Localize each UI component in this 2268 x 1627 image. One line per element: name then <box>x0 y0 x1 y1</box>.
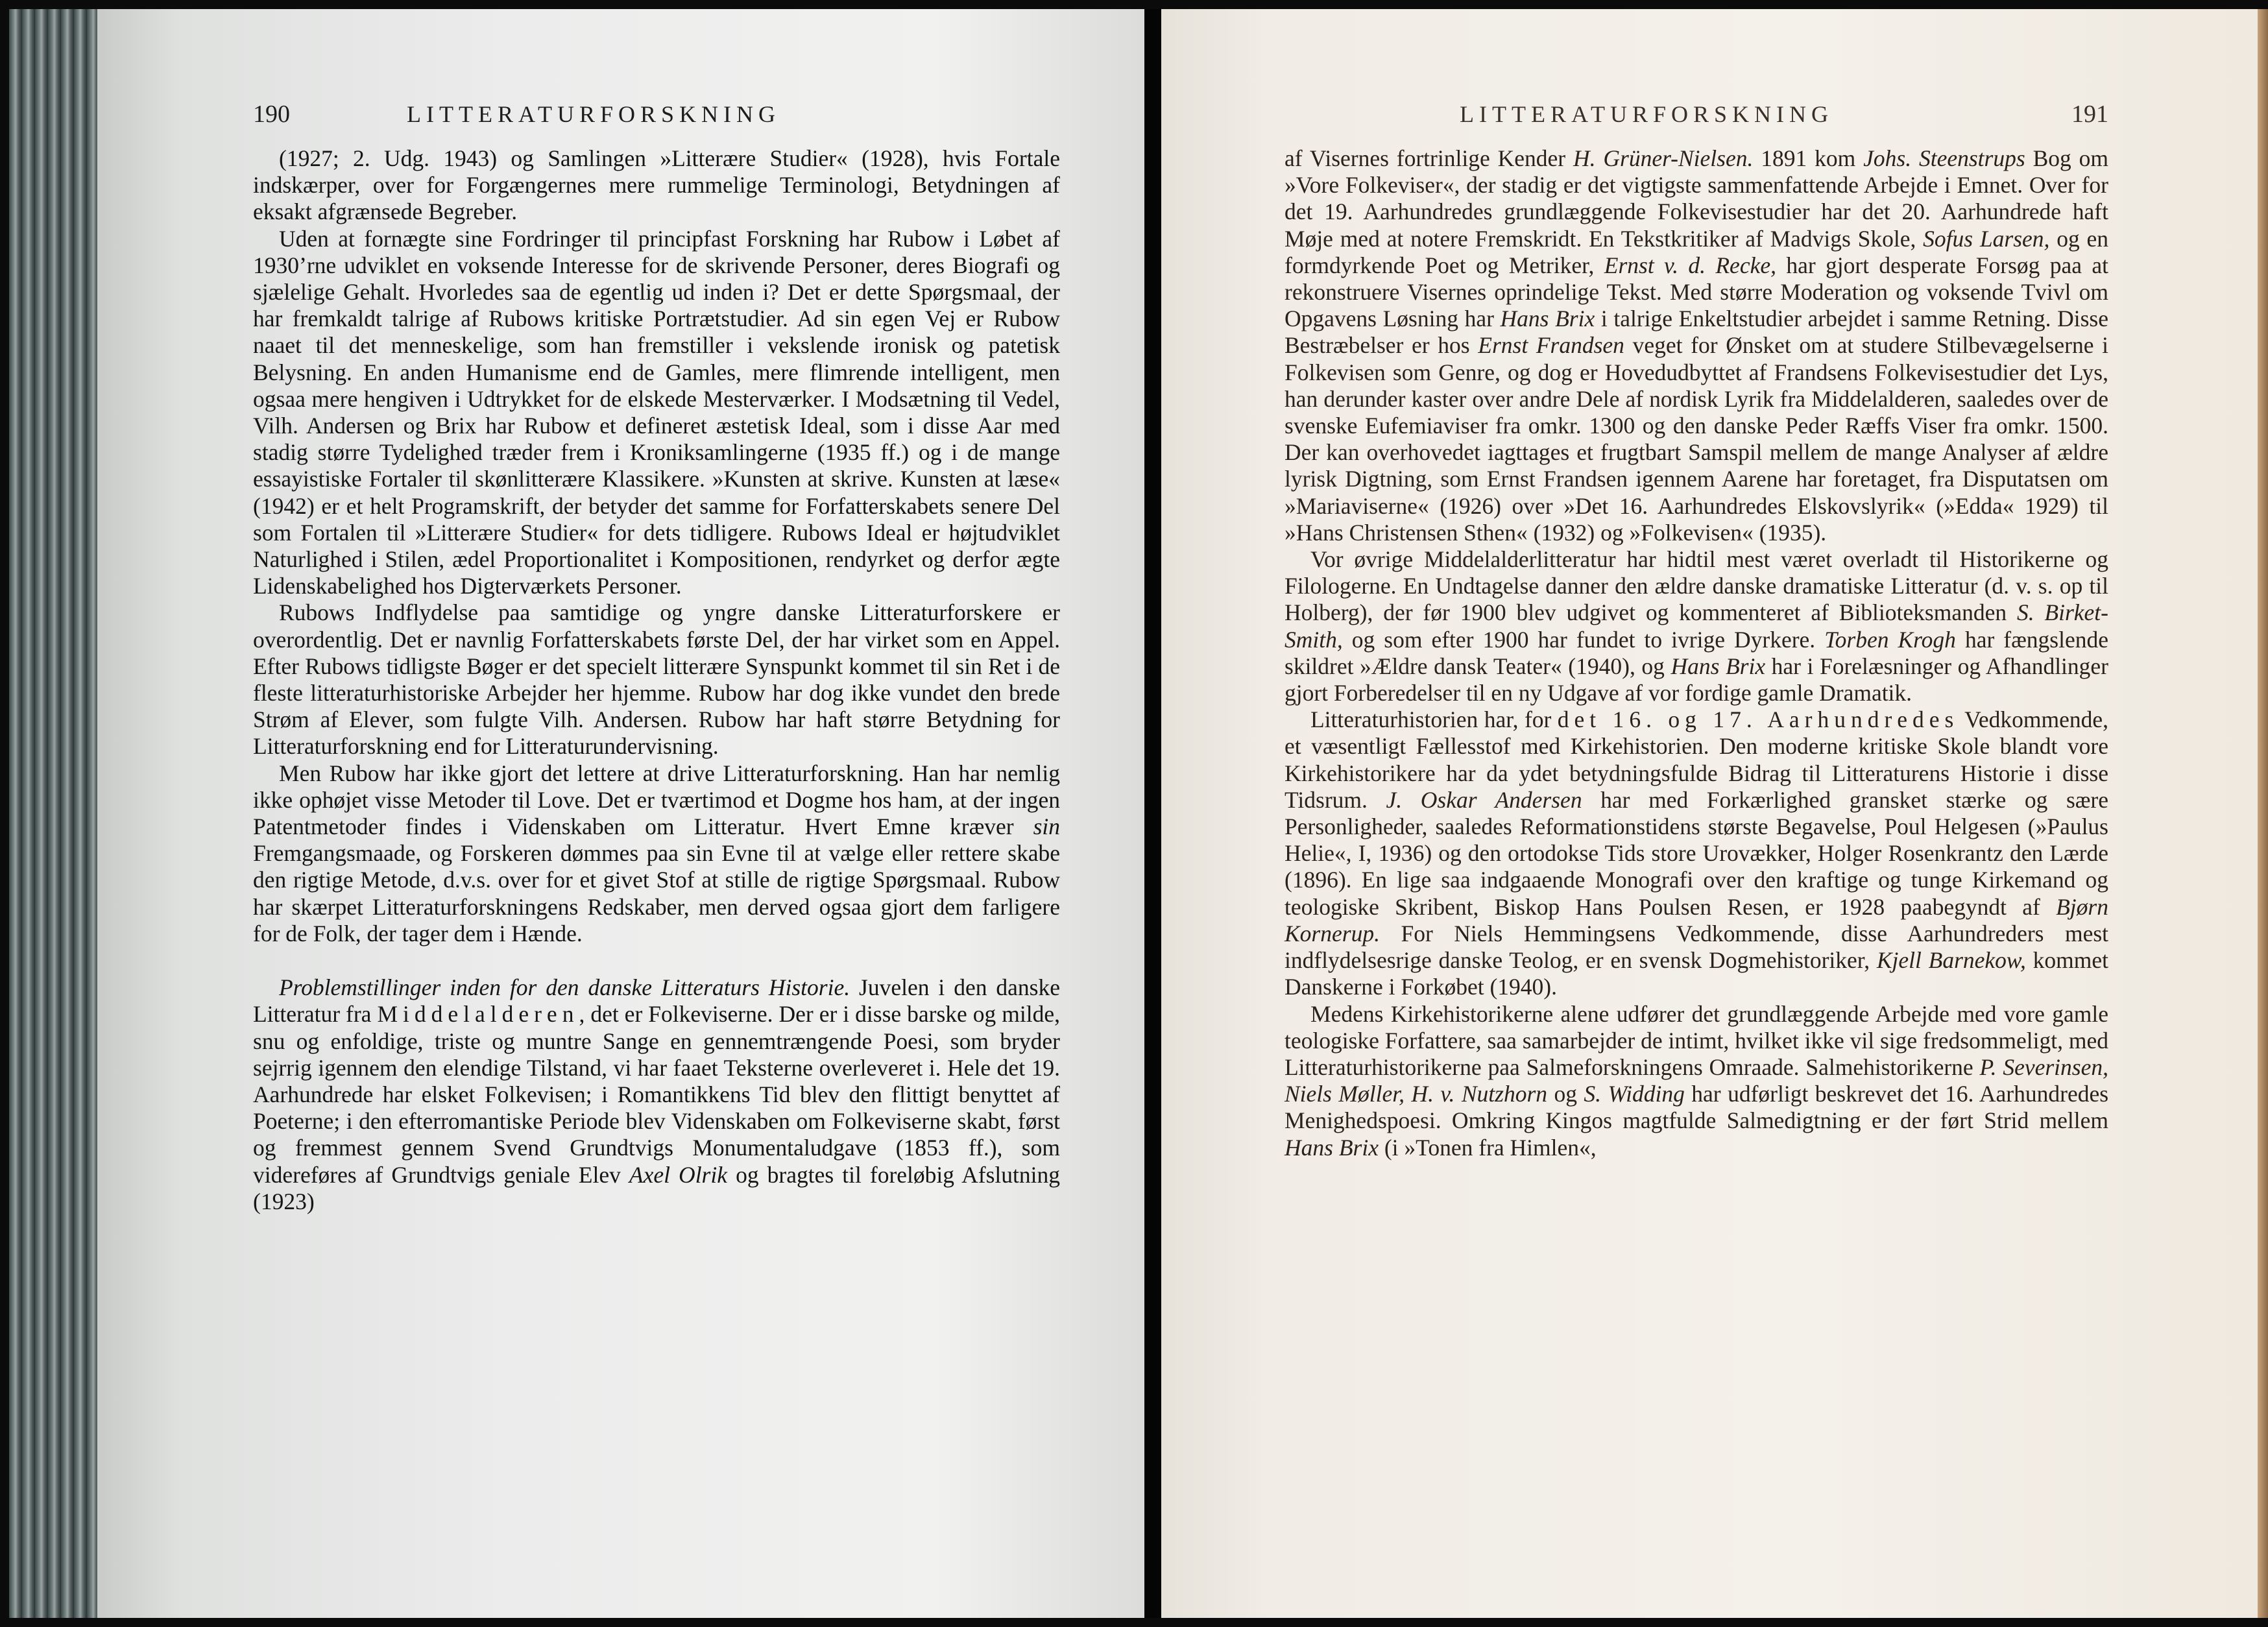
italic-text: Axel Olrik <box>629 1161 727 1188</box>
italic-text: S. Birket-Smith, <box>1285 599 2108 653</box>
text-run: For Niels Hemmingsens Vedkommende, disse Aarhundreders mest indflydelsesrige danske Teolog, er en svensk Dogmehistoriker, <box>1285 920 2108 974</box>
italic-text: Sofus Larsen, <box>1923 225 2050 252</box>
body-paragraph <box>1285 145 2108 546</box>
text-run: har udførligt beskrevet det 16. Aarhundredes Menighedspoesi. Omkring Kingos magtfulde Salmedigtning er der ført Strid mellem <box>1285 1081 2109 1134</box>
body-paragraph <box>253 226 1060 600</box>
left-page-header <box>253 100 1060 139</box>
italic-text: Problemstillinger inden for den danske Litteraturs Historie. <box>279 974 850 1001</box>
italic-text: J. Oskar Andersen <box>1386 786 1582 813</box>
page-number: 190 <box>253 101 290 128</box>
text-run: , det er Folkeviserne. Der er i disse barske og milde, snu og enfoldige, triste og muntre Sange en gennemtrængende Poesi, som bryder sejrrig igennem den elendige Tilstand, vi har faaet Teksterne overleveret i. Hele det 19. Aarhundrede har elsket Folkevisen; i Romantikkens Tid blev den flittigt benyttet af Poeterne; i den efterromantiske Periode blev Videnskaben om Folkeviserne skabt, først og fremmest gennem Svend Grundtvigs Monumentaludgave (1853 ff.), som videreføres af Grundtvigs geniale Elev <box>253 1001 1060 1188</box>
italic-text: Hans Brix <box>1671 653 1766 679</box>
text-run: Bog om »Vore Folkeviser«, der stadig er det vigtigste sammenfattende Arbejde i Emnet. Over for det 19. Aarhundredes grundlæggende Folkevisestudier har det 20. Aarhundrede haft Møje med at notere Fremskridt. En Tekstkritiker af Madvigs Skole, <box>1285 145 2109 252</box>
text-run: Juvelen i den danske Litteratur fra <box>253 974 1060 1028</box>
text-run: har i Forelæsninger og Afhandlinger gjort Forberedelser til en ny Udgave af vor fordige gamle Dramatik. <box>1285 653 2109 706</box>
text-run: Vor øvrige Middelalderlitteratur har hidtil mest været overladt til Historikerne og Filologerne. En Undtagelse danner den ældre danske dramatiske Litteratur (d. v. s. op til Holberg), der før 1900 blev udgivet og kommenteret af Biblioteksmanden <box>1285 546 2108 626</box>
text-run: og <box>1547 1081 1584 1107</box>
text-run: og bragtes til foreløbig Afslutning (1923) <box>253 1161 1061 1214</box>
italic-text: Ernst v. d. Recke, <box>1604 252 1776 278</box>
right-page <box>1161 9 2258 1618</box>
italic-text: Ernst Frandsen <box>1478 332 1624 359</box>
text-run: Litteraturhistorien har, for <box>1310 706 1558 733</box>
body-paragraph <box>253 974 1060 1215</box>
text-run: har gjort desperate Forsøg paa at rekonstruere Visernes oprindelige Tekst. Med større Moderation og voksende Tvivl om Opgavens Løsning har <box>1285 252 2108 332</box>
body-paragraph <box>253 145 1060 226</box>
text-run: Rubows Indflydelse paa samtidige og yngre danske Litteraturforskere er overordentlig. Det er navnlig Forfatterskabets første Del, der har virket som en Appel. Efter Rubows tidligste Bøger er det specielt litterære Synspunkt kommet til sin Ret i de fleste litteraturhistoriske Arbejder her hjemme. Rubow har dog ikke vundet den brede Strøm af Elever, som fulgte Vilh. Andersen. Rubow har haft større Betydning for Litteraturforskning end for Litteraturundervisning. <box>253 599 1060 760</box>
text-run: i talrige Enkeltstudier arbejdet i samme Retning. Disse Bestræbelser er hos <box>1285 306 2108 359</box>
text-run: Men Rubow har ikke gjort det lettere at drive Litteraturforskning. Han har nemlig ikke ophøjet visse Metoder til Love. Det er tværtimod et Dogme hos ham, at der ingen Patentmetoder findes i Videnskaben om Litteratur. Hvert Emne kræver <box>253 760 1060 840</box>
italic-text: H. Grüner-Nielsen. <box>1573 145 1754 171</box>
left-page-body <box>253 145 1060 1215</box>
italic-text: Bjørn Kornerup. <box>1285 893 2108 946</box>
text-run: Vedkommende, et væsentligt Fællesstof med Kirkehistorien. Den moderne kritiske Skole blandt vore Kirkehistorikere har da ydet betydningsfulde Bidrag til Litteraturens Historie i disse Tidsrum. <box>1285 706 2109 813</box>
italic-text: Torben Krogh <box>1824 626 1956 653</box>
book-right-edge <box>2258 9 2268 1618</box>
body-paragraph <box>253 599 1060 760</box>
italic-text: sin <box>1033 814 1060 840</box>
right-page-header <box>1285 100 2108 139</box>
body-paragraph <box>1285 546 2108 706</box>
text-run: har fængslende skildret »Ældre dansk Teater« (1940), og <box>1285 626 2108 679</box>
text-run: Uden at fornægte sine Fordringer til principfast Forskning har Rubow i Løbet af 1930’rne udviklet en voksende Interesse for de skrivende Personer, deres Biografi og sjælelige Gehalt. Hvorledes saa de egentlig ud inden i? Det er dette Spørgsmaal, der har fremkaldt talrige af Rubows kritiske Portrætstudier. Ad sin egen Vej er Rubow naaet til det menneskelige, som han fremstiller i vekslende ironisk og patetisk Belysning. En anden Humanisme end de Gamles, mere flimrende intelligent, men ogsaa mere hengiven i Udtrykket for de elskede Mesterværker. I Modsætning til Vedel, Vilh. Andersen og Brix har Rubow et defineret æstetisk Ideal, som i disse Aar med stadig større Tydelighed træder frem i Kroniksamlingerne (1935 ff.) og i de mange essayistiske Fortaler til skønlitterære Klassikere. »Kunsten at skrive. Kunsten at læse« (1942) er et helt Programskrift, der betyder det samme for Forfatterskabets senere Del som Fortalen til »Litterære Studier« for dets tidligere. Rubows Ideal er højtudviklet Naturlighed i Stilen, ædel Proportionalitet i Kompositionen, rendyrket og derfor ægte Lidenskabelighed hos Digterværkets Personer. <box>253 225 1060 599</box>
text-run: 1891 kom <box>1753 145 1864 171</box>
left-page <box>97 9 1144 1618</box>
italic-text: Hans Brix <box>1500 306 1595 332</box>
text-run: Medens Kirkehistorikerne alene udfører det grundlæggende Arbejde med vore gamle teologiske Forfattere, saa samarbejder de intimt, hvilket ikke vil sige fredsommeligt, med Litteraturhistorikerne paa Salmeforskningens Omraade. Salmehistorikerne <box>1285 1000 2108 1080</box>
running-title: LITTERATURFORSKNING <box>1460 101 1834 127</box>
body-paragraph <box>1285 706 2108 1000</box>
italic-text: Kjell Barnekow, <box>1876 947 2026 974</box>
page-number: 191 <box>2071 101 2108 128</box>
text-run: har med Forkærlighed gransket stærke og sære Personligheder, saaledes Reformationstidens største Begavelse, Poul Helgesen (»Paulus Helie«, I, 1936) og den ortodokse Tids store Urovækker, Holger Rosenkrantz den Lærde (1896). En lige saa indgaaende Monografi over den kraftige og tunge Kirkemand og teologiske Skribent, Biskop Hans Poulsen Resen, er 1928 paabegyndt af <box>1285 786 2109 920</box>
text-run: (1927; 2. Udg. 1943) og Samlingen »Litterære Studier« (1928), hvis Fortale indskærper, over for Forgængernes mere rummelige Terminologi, Betydningen af eksakt afgrænsede Begreber. <box>253 145 1060 225</box>
spaced-text: Middelalderen <box>377 1001 579 1028</box>
italic-text: Johs. Steenstrups <box>1863 145 2025 171</box>
book-page-edges <box>9 9 97 1618</box>
text-run: (i »Tonen fra Himlen«, <box>1378 1134 1597 1161</box>
running-title: LITTERATURFORSKNING <box>407 101 781 127</box>
spaced-text: det 16. og 17. Aarhundredes <box>1557 706 1959 733</box>
body-paragraph <box>253 760 1060 947</box>
text-run: kommet Danskerne i Forkøbet (1940). <box>1285 947 2108 1000</box>
text-run: og en formdyrkende Poet og Metriker, <box>1285 225 2108 278</box>
text-run: veget for Ønsket om at studere Stilbevægelserne i Folkevisen som Genre, og dog er Hovedudbyttet af Frandsens Folkevisestudier det Lys, han derunder kaster over andre Dele af nordisk Lyrik fra Middelalderen, saaledes over de svenske Eufemiaviser fra omkr. 1300 og den danske Peder Ræffs Viser fra omkr. 1500. Der kan overhovedet iagttages et frugtbart Samspil mellem de mange Analyser af ældre lyrisk Digtning, som Ernst Frandsen igennem Aarene har foretaget, fra Disputatsen om »Mariaviserne« (1926) over »Det 16. Aarhundredes Elskovslyrik« (»Edda« 1929) til »Hans Christensen Sthen« (1932) og »Folkevisen« (1935). <box>1285 332 2108 546</box>
italic-text: S. Widding <box>1584 1081 1685 1107</box>
body-paragraph <box>1285 1001 2108 1161</box>
italic-text: Hans Brix <box>1285 1134 1379 1161</box>
text-run: Fremgangsmaade, og Forskeren dømmes paa sin Evne til at vælge eller rettere skabe den rigtige Metode, d.v.s. over for et givet Stof at stille de rigtige Spørgsmaal. Rubow har skærpet Litteraturforskningens Redskaber, men derved ogsaa gjort dem farligere for de Folk, der tager dem i Hænde. <box>253 840 1060 946</box>
text-run: og som efter 1900 har fundet to ivrige Dyrkere. <box>1342 626 1825 653</box>
book-gutter <box>1144 9 1161 1618</box>
italic-text: P. Severinsen, Niels Møller, H. v. Nutzhorn <box>1285 1054 2108 1107</box>
text-run: af Visernes fortrinlige Kender <box>1285 145 1573 171</box>
right-page-body <box>1285 145 2108 1161</box>
